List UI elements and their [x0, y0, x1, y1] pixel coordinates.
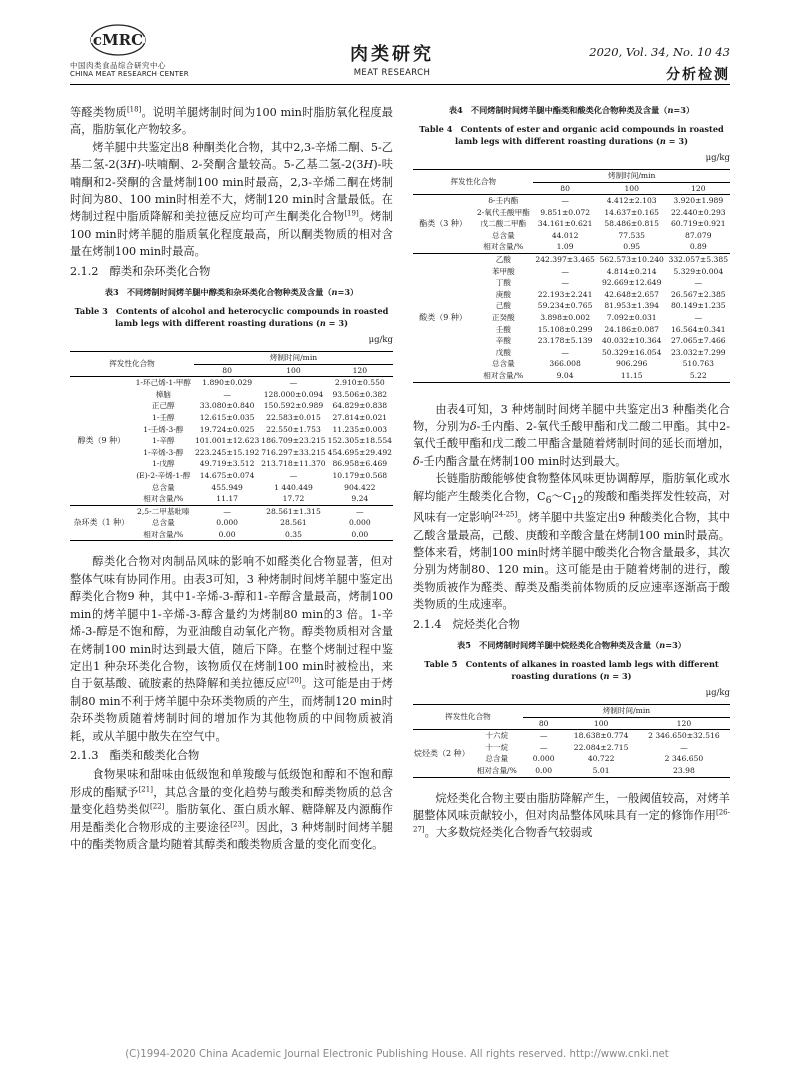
compound-cell: 1-环己烯-1-甲醇 — [135, 378, 191, 388]
section-heading: 2.1.3 酯类和酸类化合物 — [70, 748, 200, 762]
compound-cell: (E)-2-辛烯-1-醇 — [136, 470, 191, 480]
value-cell: 23.032±7.299 — [670, 347, 726, 357]
value-cell: 58.486±0.815 — [604, 219, 660, 229]
data-table: 挥发性化合物 烤制时间/min 80 100 120 醇类（9 种） 1-环己烯-1-甲醇 1.890±0.029 — 2.910±0.550 樟脑 — 128.000±0.094 93.506±0.382 正己醇 33.080±0.840 150.592±0.989 64.829±0.838 1-壬醇 12.615±0.035 22.583±0.015 27.814±0.021 1-壬烯-3-醇 19.724±0.025 22.550±1.753 11.235±0.003 1-辛醇 101.001±12.623 186.709±23.215 152.305±18.554 1-辛烯-3-醇 223.245±15.192 716.297±33.215 454.695±29.492 1-戊醇 49.719±3.512 213.718±11.370 86.958±6.469 (E)-2-辛烯-1-醇 14.675±0.074 — 10.179±0.568 总含量 455.949 1 440.449 904.422 相对含量/% 11.17 17.72 9.24 杂环类（1 种） 2,5-二甲基吡嗪 — 28.561±1.315 — 总含量 0.000 28.561 0.000 相对含量/% 0.00 0.35 0.00 — [70, 351, 393, 542]
value-cell: 23.98 — [673, 765, 695, 775]
value-cell: 0.00 — [218, 529, 236, 539]
paragraph: 由表4可知，3 种烤制时间烤羊腿中共鉴定出3 种酯类化合物，分别为δ-壬内酯、2-氧代壬酸甲酯和戊二酸二甲酯。其中2-氧代壬酸甲酯和戊二酸二甲酯含量随着烤制时间的延长而增加，δ-壬内酯含量在烤制100 min时达到最大。 — [413, 402, 730, 468]
header-time: 烤制时间/min — [533, 169, 730, 182]
value-cell: — — [223, 389, 231, 399]
value-cell: 0.89 — [689, 242, 707, 252]
value-cell: 510.763 — [682, 359, 714, 369]
value-cell: 9.851±0.072 — [540, 207, 591, 217]
org-name-cn: 中国肉类食品综合研究中心 — [70, 61, 166, 70]
value-cell: 1.890±0.029 — [202, 378, 253, 388]
value-cell: 152.305±18.554 — [327, 436, 392, 446]
value-cell: 906.296 — [615, 359, 648, 369]
table-caption-cn: 表3 不同烤制时间烤羊腿中醇类和杂环类化合物种类及含量（n=3） — [104, 287, 359, 298]
value-cell: 223.245±15.192 — [194, 447, 260, 457]
value-cell: 33.080±0.840 — [199, 401, 255, 411]
table-4 — [413, 104, 730, 383]
value-cell: 40.032±10.364 — [601, 336, 662, 346]
compound-cell: 1-辛醇 — [152, 436, 175, 446]
value-cell: 22.440±0.293 — [670, 207, 726, 217]
value-cell: 150.592±0.989 — [263, 401, 324, 411]
value-cell: 28.561 — [280, 518, 307, 528]
paragraph: 等醛类物质[18]。说明羊腿烤制时间为100 min时脂肪氧化程度最高，脂肪氧化产物较多。 — [70, 105, 393, 137]
citation: [26-27] — [413, 808, 730, 834]
copyright-footer: (C)1994-2020 China Academic Journal Electronic Publishing House. All rights reserved. http://www.cnki.net — [125, 1049, 669, 1060]
value-cell: 10.179±0.568 — [332, 470, 388, 480]
value-cell: 562.573±10.240 — [597, 254, 667, 266]
value-cell: 64.829±0.838 — [332, 401, 388, 411]
value-cell: 17.72 — [282, 494, 305, 504]
value-cell: 14.675±0.074 — [199, 470, 255, 480]
value-cell: 9.04 — [556, 371, 574, 380]
value-cell: 5.329±0.004 — [673, 266, 724, 276]
header-time: 烤制时间/min — [194, 351, 393, 364]
value-cell: — — [680, 742, 688, 752]
compound-cell: 相对含量/% — [483, 242, 524, 252]
value-cell: 7.092±0.031 — [606, 313, 657, 323]
value-cell: 92.669±12.649 — [601, 278, 662, 288]
header-time: 烤制时间/min — [523, 705, 730, 718]
value-cell: 22.583±0.015 — [266, 412, 321, 422]
compound-cell: 相对含量/% — [476, 765, 517, 775]
data-table: 挥发性化合物 烤制时间/min 80 100 120 酯类（3 种） δ-壬内酯 — 4.412±2.103 3.920±1.989 2-氧代壬酸甲酯 9.851±0.072 14.637±0.165 22.440±0.293 戊二酸二甲酯 34.161±0.621 58.486±0.815 60.719±0.921 总含量 44.012 77.535 87.079 相对含量/% 1.09 0.95 0.89 酸类（9 种） 乙酸 242.397±3.465 562.573±10.240 332.057±5.385 苯甲酸 — 4.814±0.214 5.329±0.004 丁酸 — 92.669±12.649 — 庚酸 22.193±2.241 42.648±2.657 26.567±2.385 己酸 59.234±0.765 81.953±1.394 80.149±1.235 正癸酸 3.898±0.002 7.092±0.031 — 壬酸 15.108±0.299 24.186±0.087 16.564±0.341 辛酸 23.178±5.139 40.032±10.364 27.065±7.466 戊酸 — 50.329±16.054 23.032±7.299 总含量 366.008 906.296 510.763 相对含量/% 9.04 11.15 5.22 — [413, 169, 730, 383]
header-volatile: 挥发性化合物 — [450, 177, 496, 187]
left-column — [70, 104, 393, 853]
citation: [24-25] — [491, 510, 518, 519]
value-cell: 34.161±0.621 — [537, 219, 593, 229]
value-cell: 11.17 — [216, 494, 238, 504]
value-cell: — — [694, 313, 703, 323]
compound-cell: 丁酸 — [495, 278, 511, 288]
value-cell: 3.898±0.002 — [540, 313, 591, 323]
table-unit: μg/kg — [368, 334, 393, 345]
value-cell: 50.329±16.054 — [601, 347, 662, 357]
value-cell: 3.920±1.989 — [673, 196, 724, 206]
paragraph: 烤羊腿中共鉴定出8 种酮类化合物，其中2,3-辛烯二酮、5-乙基二氢-2(3H)-呋喃酮、2-癸酮含量较高。5-乙基二氢-2(3H)-呋喃酮和2-癸酮的含量烤制100 min时最高，2,3-辛烯二酮在烤制时间为80、100 min时相差不大，烤制120 min时含量最低。在烤制过程中脂质降解和美拉德反应均可产生酮类化合物[19]。烤制100 min时烤羊腿的脂质氧化程度最高，所以酮类物质的相对含量在烤制100 min时最高。 — [70, 140, 393, 259]
value-cell: 0.95 — [623, 242, 641, 252]
compound-cell: 戊二酸二甲酯 — [480, 219, 527, 229]
compound-cell: 十六烷 — [485, 731, 509, 741]
table-row — [413, 730, 730, 742]
paragraph: 食物果味和甜味由低级饱和单羧酸与低级饱和醇和不饱和醇形成的酯赋予[21]，其总含量的变化趋势与酸类和醇类物质的总含量变化趋势类似[22]。脂肪氧化、蛋白质水解、糖降解及内源酶作用是酯类化合物形成的主要途径[23]。因此，3 种烤制时间烤羊腿中的酯类物质含量均随着其醇类和酸类物质含量的变化而变化。 — [70, 768, 393, 851]
compound-cell: 苯甲酸 — [491, 266, 515, 276]
table-row — [413, 195, 730, 207]
value-cell: — — [289, 470, 298, 480]
compound-cell: 十一烷 — [485, 742, 509, 752]
value-cell: 1 440.449 — [274, 482, 313, 492]
value-cell: 18.638±0.774 — [573, 731, 629, 741]
issue-info: 2020, Vol. 34, No. 10 43 — [589, 45, 730, 59]
paragraph: 长链脂肪酸能够使食物整体风味更协调醇厚，脂肪氧化或水解均能产生酸类化合物，$C_6\sim C_{12}$的羧酸和酯类挥发性较高，对风味有一定影响[24-25]。烤羊腿中共鉴定出9 种酸类化合物，其中乙酸含量最高，己酸、庚酸和辛酸含量在烤制100 min时最高。整体来看，烤制100 min时烤羊腿中酸类化合物含量最多，其次分别为烤制80、120 min。这可能是由于随着烤制的进行，酸类物质被作为醛类、醇类及酯类前体物质的反应速率逐渐高于酸类物质的生成速率。 — [413, 472, 730, 612]
citation: [22] — [150, 802, 165, 811]
value-cell: 904.422 — [344, 482, 376, 492]
value-cell: — — [561, 278, 569, 288]
compound-cell: 正己醇 — [151, 401, 175, 411]
group-label: 醇类（9 种） — [77, 436, 126, 446]
value-cell: 4.412±2.103 — [606, 196, 657, 206]
value-cell: 242.397±3.465 — [535, 255, 595, 265]
value-cell: 60.719±0.921 — [670, 219, 726, 229]
value-cell: 11.15 — [620, 371, 643, 380]
citation: [19] — [344, 209, 359, 218]
header-volatile: 挥发性化合物 — [445, 712, 491, 722]
value-cell: 0.000 — [348, 518, 371, 528]
compound-cell: 总含量 — [491, 359, 515, 369]
paragraph: 醇类化合物对肉制品风味的影响不如醛类化合物显著，但对整体气味有协同作用。由表3可知，3 种烤制时间烤羊腿中鉴定出醇类化合物9 种，其中1-辛烯-3-醇和1-辛醇含量最高，烤制100 min的烤羊腿中1-辛烯-3-醇含量约为烤制80 min的3 倍。1-辛烯-3-醇是不饱和醇，为亚油酸自动氧化产物。醇类物质相对含量在烤制100 min时达到最大值，随后下降。在整个烤制过程中鉴定出1 种杂环类化合物，该物质仅在烤制100 min时被检出，来自于氨基酸、硫胺素的热降解和美拉德反应[20]。这可能是由于烤制80 min不利于烤羊腿中杂环类物质的产生，而烤制120 min时杂环类物质随着烤制时间的增加作为其他物质的中间物质被消耗，或从羊腿中散失在空气中。 — [70, 555, 393, 743]
value-cell: 0.00 — [351, 529, 369, 539]
value-cell: — — [289, 378, 298, 388]
compound-cell: 戊酸 — [495, 347, 511, 357]
compound-cell: δ-壬内酯 — [488, 196, 519, 206]
header-volatile: 挥发性化合物 — [109, 359, 155, 369]
table-3 — [70, 286, 393, 541]
value-cell: 4.814±0.214 — [606, 266, 657, 276]
value-cell: 23.178±5.139 — [537, 336, 593, 346]
value-cell: 27.814±0.021 — [332, 412, 388, 422]
section-heading: 2.1.4 烷烃类化合物 — [413, 617, 520, 631]
value-cell: 454.695±29.492 — [327, 447, 392, 457]
compound-cell: 总含量 — [485, 754, 509, 764]
value-cell: 716.297±33.215 — [261, 447, 326, 457]
compound-cell: 1-戊醇 — [152, 459, 175, 469]
value-cell: 455.949 — [211, 482, 243, 492]
compound-cell: 相对含量/% — [483, 371, 524, 380]
value-cell: 93.506±0.382 — [332, 389, 388, 399]
citation: [20] — [287, 676, 302, 685]
header-rule — [70, 84, 730, 85]
table-unit: μg/kg — [705, 687, 730, 698]
section-title: 分析检测 — [666, 67, 730, 83]
group-label: 杂环类（1 种） — [70, 505, 133, 541]
value-cell: 81.953±1.394 — [604, 301, 660, 311]
value-cell: 2 346.650±32.516 — [648, 731, 720, 741]
value-cell: — — [561, 347, 569, 357]
value-cell: 40.722 — [587, 754, 615, 764]
value-cell: 27.065±7.466 — [670, 336, 726, 346]
paragraph: 烷烃类化合物主要由脂肪降解产生，一般阈值较高，对烤羊腿整体风味贡献较小，但对肉品整体风味具有一定的修饰作用[26-27]。大多数烷烃类化合物香气较弱或 — [413, 791, 730, 840]
value-cell: 9.24 — [351, 494, 369, 504]
data-table: 挥发性化合物 烤制时间/min 80 100 120 烷烃类（2 种） 十六烷 — 18.638±0.774 2 346.650±32.516 十一烷 — 22.084±2.715 — 总含量 0.000 40.722 2 346.650 相对含量/% 0.00 5.01 23.98 — [413, 704, 730, 778]
value-cell: 22.550±1.753 — [266, 424, 321, 434]
value-cell: 86.958±6.469 — [332, 459, 388, 469]
table-caption-en: Table 5 Contents of alkanes in roasted lamb legs with different roasting durations (n = 3) — [424, 658, 719, 682]
value-cell: — — [694, 278, 703, 288]
compound-cell: 2-氧代壬酸甲酯 — [476, 207, 530, 217]
compound-cell: 2,5-二甲基吡嗪 — [133, 505, 194, 517]
compound-cell: 总含量 — [151, 482, 175, 492]
group-label: 酯类（3 种） — [419, 219, 467, 229]
value-cell: 1.09 — [556, 242, 574, 252]
compound-cell: 己酸 — [495, 301, 511, 311]
compound-cell: 庚酸 — [495, 289, 511, 299]
table-row — [70, 505, 393, 517]
value-cell: 44.012 — [551, 230, 579, 240]
value-cell: 24.186±0.087 — [604, 324, 660, 334]
value-cell: — — [561, 266, 569, 276]
compound-cell: 相对含量/% — [143, 529, 184, 539]
value-cell: 49.719±3.512 — [199, 459, 255, 469]
right-column — [413, 104, 730, 842]
table-caption-cn: 表4 不同烤制时间烤羊腿中酯类和酸类化合物种类及含量（n=3） — [448, 105, 695, 115]
value-cell: 77.535 — [618, 230, 645, 240]
value-cell: 0.35 — [285, 529, 302, 539]
compound-cell: 1-壬醇 — [152, 412, 175, 422]
value-cell: 16.564±0.341 — [670, 324, 726, 334]
compound-cell: 樟脑 — [155, 389, 171, 399]
table-5 — [413, 639, 730, 777]
value-cell: 22.084±2.715 — [573, 742, 629, 752]
table-row — [413, 254, 730, 266]
value-cell: 0.00 — [535, 765, 553, 775]
value-cell: — — [539, 731, 548, 741]
page-header — [0, 0, 794, 92]
value-cell: 42.648±2.657 — [604, 289, 660, 299]
section-heading: 2.1.2 醇类和杂环类化合物 — [70, 264, 211, 278]
value-cell: 5.22 — [689, 371, 707, 380]
value-cell: 26.567±2.385 — [670, 289, 726, 299]
compound-cell: 壬酸 — [495, 324, 511, 334]
value-cell: 2 346.650 — [664, 754, 704, 764]
value-cell: — — [561, 196, 569, 206]
value-cell: 87.079 — [684, 230, 712, 240]
value-cell: 0.000 — [532, 754, 555, 764]
value-cell: — — [539, 742, 548, 752]
value-cell: 11.235±0.003 — [332, 424, 388, 434]
citation: [23] — [230, 819, 245, 828]
value-cell: 15.108±0.299 — [537, 324, 593, 334]
value-cell: 186.709±23.215 — [261, 436, 326, 446]
value-cell: 128.000±0.094 — [263, 389, 324, 399]
table-caption-en: Table 4 Contents of ester and organic acid compounds in roasted lamb legs with different roasting durations (n = 3) — [419, 123, 724, 146]
value-cell: 19.724±0.025 — [199, 424, 255, 434]
table-row — [70, 377, 393, 389]
compound-cell: 正癸酸 — [491, 313, 515, 323]
journal-title-en: MEAT RESEARCH — [353, 68, 431, 78]
value-cell: 80.149±1.235 — [670, 301, 726, 311]
value-cell: 0.000 — [216, 518, 238, 528]
value-cell: — — [327, 505, 393, 517]
compound-cell: 1-辛烯-3-醇 — [143, 447, 184, 457]
compound-cell: 总含量 — [151, 518, 175, 528]
value-cell: 28.561±1.315 — [260, 505, 326, 517]
value-cell: 101.001±12.623 — [194, 436, 260, 446]
org-name-en: CHINA MEAT RESEARCH CENTER — [70, 70, 189, 78]
value-cell: 59.234±0.765 — [537, 301, 593, 311]
value-cell: 22.193±2.241 — [537, 289, 593, 299]
value-cell: 5.01 — [592, 765, 610, 775]
group-label: 烷烃类（2 种） — [414, 748, 470, 758]
compound-cell: 辛酸 — [495, 336, 511, 346]
cmrc-logo — [88, 22, 148, 58]
value-cell: 14.637±0.165 — [604, 207, 660, 217]
group-label: 酸类（9 种） — [413, 254, 473, 383]
value-cell: 332.057±5.385 — [668, 255, 729, 265]
journal-title-cn: 肉类研究 — [350, 44, 434, 65]
citation: [21] — [138, 785, 153, 794]
compound-cell: 总含量 — [491, 230, 515, 240]
value-cell: 2.910±0.550 — [334, 378, 385, 388]
value-cell: 366.008 — [549, 359, 581, 369]
compound-cell: 相对含量/% — [143, 494, 184, 504]
table-unit: μg/kg — [705, 152, 730, 163]
table-caption-cn: 表5 不同烤制时间烤羊腿中烷烃类化合物种类及含量（n=3） — [457, 640, 686, 651]
value-cell: 213.718±11.370 — [261, 459, 326, 469]
compound-cell: 乙酸 — [473, 254, 533, 266]
value-cell: — — [194, 505, 260, 517]
compound-cell: 1-壬烯-3-醇 — [143, 424, 184, 434]
citation: [18] — [126, 105, 142, 114]
table-caption-en: Table 3 Contents of alcohol and heterocyclic compounds in roasted lamb legs with different roasting durations (n = 3) — [74, 305, 389, 329]
value-cell: 12.615±0.035 — [199, 412, 255, 422]
logo-text: cMRC — [92, 31, 144, 49]
